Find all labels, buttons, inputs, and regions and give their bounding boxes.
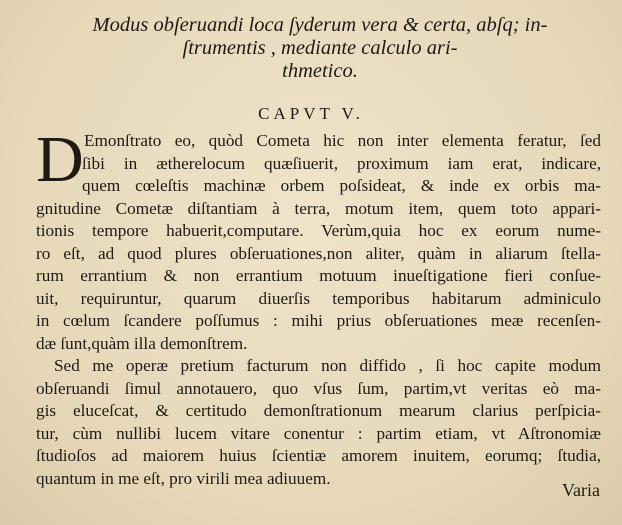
text-line: ſtudioſos ad maiorem huius ſcientiæ amorem inuitem, eorumq; ſtudia, — [36, 446, 601, 465]
text-line: Sed me operæ pretium facturum non diffido , ſi hoc capite modum — [54, 356, 601, 375]
chapter-label: CAPVT V. — [258, 104, 364, 123]
text-line: uit, requiruntur, quarum diuerſis temporibus habitarum adminiculo — [36, 288, 601, 308]
text-line: Emonſtrato eo, quòd Cometa hic non inter elementa feratur, ſed — [84, 131, 601, 150]
text-line: tur, cùm nullibi lucem vitare conentur : partim etiam, vt Aſtronomiæ — [36, 423, 601, 443]
heading-line: ſtrumentis , mediante calculo ari- — [182, 37, 458, 59]
drop-capital: D — [36, 123, 84, 196]
text-line: ro eſt, ad quod plures obſeruationes,non aliter, quàm in aliarum ſtella- — [36, 243, 601, 263]
text-line: quem cœleſtis machinæ orbem poſsideat, & inde ex orbis ma- — [82, 176, 601, 195]
text-line: gnitudine Cometæ diſtantiam à terra, motum item, quem toto appari- — [36, 198, 601, 218]
text-line: dæ ſunt,quàm illa demonſtrem. — [36, 333, 248, 353]
text-line: tionis tempore habuerit,computare. Verùm,quia hoc ex eorum nume- — [36, 221, 601, 240]
text-line: in cœlum ſcandere poſſumus : mihi prius obſeruationes meæ recenſen- — [36, 311, 601, 330]
heading-line: Modus obſeruandi loca ſyderum vera & certa, abſq; in- — [92, 14, 548, 36]
text-line: gis eluceſcat, & certitudo demonſtrationum mearum clarius perſpicia- — [36, 401, 601, 420]
text-line: ſibi in ætherelocum quæſiuerit, proximum iam erat, indicare, — [82, 153, 601, 173]
heading-line: thmetico. — [282, 60, 358, 82]
text-line: rum errantium & non errantium motuum inueſtigatione fieri conſue- — [36, 266, 601, 285]
body-text — [36, 123, 601, 490]
text-line: obſeruandi ſimul annotauero, quo vſus ſum, partim,vt veritas eò ma- — [36, 378, 601, 398]
catchword: Varia — [562, 480, 600, 500]
text-line: quantum in me eſt, pro virili mea adiuuem. — [36, 468, 331, 488]
chapter-heading — [60, 14, 580, 83]
